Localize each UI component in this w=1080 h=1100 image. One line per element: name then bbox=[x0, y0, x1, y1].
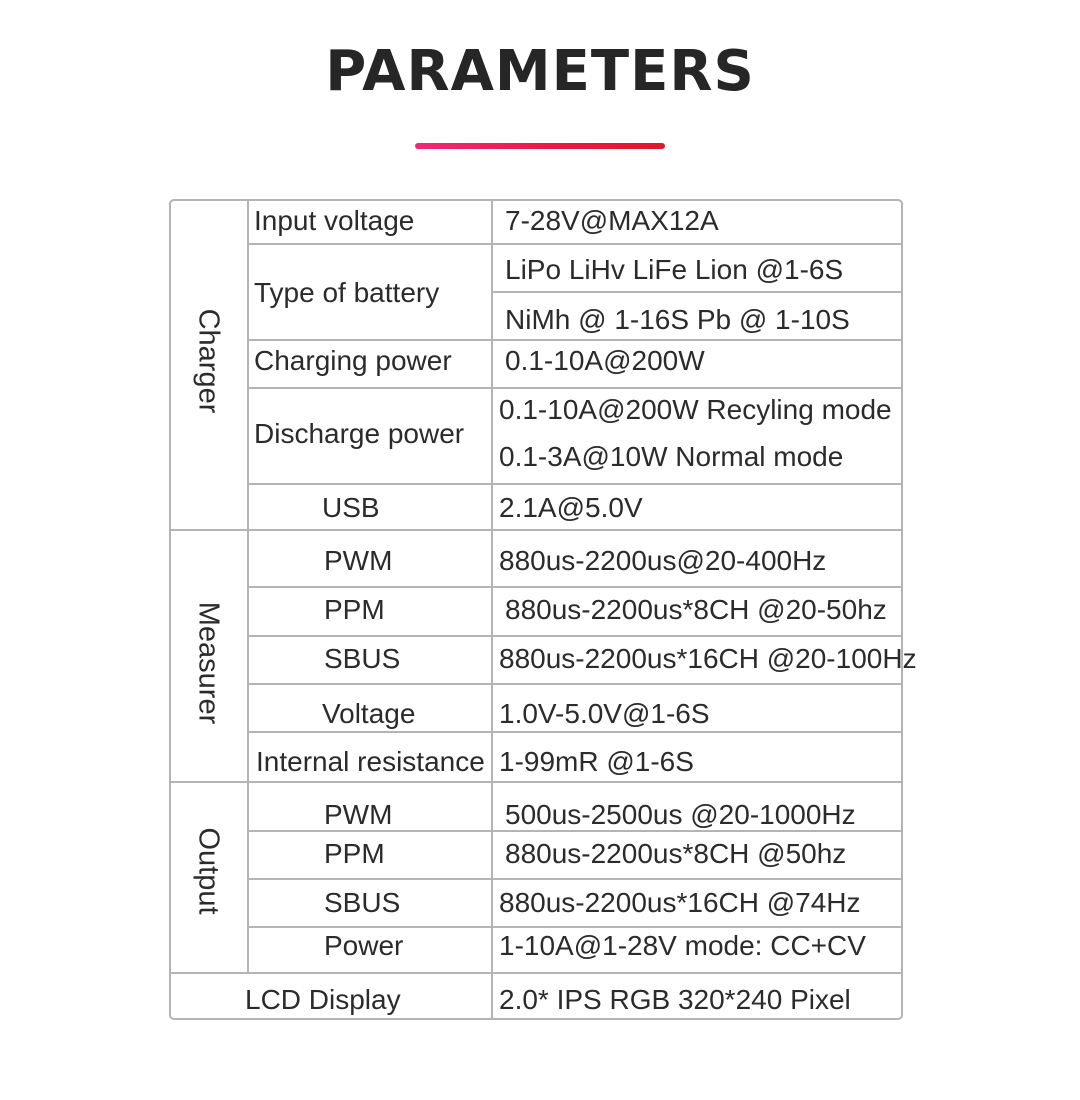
param-label: SBUS bbox=[324, 643, 401, 674]
row-divider bbox=[248, 586, 902, 588]
section-divider bbox=[170, 781, 902, 783]
param-value: 500us-2500us @20-1000Hz bbox=[505, 799, 856, 830]
param-label: LCD Display bbox=[245, 984, 401, 1015]
column-divider bbox=[491, 200, 493, 1019]
param-label: PWM bbox=[324, 799, 393, 830]
row-divider bbox=[248, 683, 902, 685]
param-label: Internal resistance bbox=[256, 746, 485, 777]
param-value: 880us-2200us@20-400Hz bbox=[499, 545, 827, 576]
param-label: PPM bbox=[324, 594, 385, 625]
param-label: SBUS bbox=[324, 887, 401, 918]
param-value: 2.0* IPS RGB 320*240 Pixel bbox=[499, 984, 851, 1015]
param-value: 880us-2200us*8CH @50hz bbox=[505, 838, 847, 869]
param-value: 0.1-3A@10W Normal mode bbox=[499, 441, 844, 472]
param-label: PPM bbox=[324, 838, 385, 869]
param-label: Type of battery bbox=[254, 277, 440, 308]
page-title: PARAMETERS bbox=[325, 39, 755, 104]
row-divider bbox=[248, 635, 902, 637]
title-accent-bar bbox=[415, 143, 665, 149]
param-label: Voltage bbox=[322, 698, 416, 729]
param-value: 0.1-10A@200W bbox=[505, 345, 705, 376]
param-label: PWM bbox=[324, 545, 393, 576]
param-value: 880us-2200us*8CH @20-50hz bbox=[505, 594, 887, 625]
group-label-charger: Charger bbox=[192, 308, 225, 414]
group-label-output: Output bbox=[192, 827, 225, 915]
param-label: Charging power bbox=[254, 345, 452, 376]
row-divider bbox=[248, 926, 902, 928]
row-divider bbox=[248, 483, 902, 485]
param-value: 880us-2200us*16CH @74Hz bbox=[499, 887, 861, 918]
param-value: 0.1-10A@200W Recyling mode bbox=[499, 394, 892, 425]
param-value: 1-10A@1-28V mode: CC+CV bbox=[499, 930, 866, 961]
row-divider bbox=[248, 339, 902, 341]
row-divider bbox=[248, 878, 902, 880]
param-label: Input voltage bbox=[254, 205, 415, 236]
row-divider bbox=[492, 291, 902, 293]
param-value: 7-28V@MAX12A bbox=[505, 205, 719, 236]
param-label: Discharge power bbox=[254, 418, 465, 449]
param-value: LiPo LiHv LiFe Lion @1-6S bbox=[505, 254, 844, 285]
param-value: 1.0V-5.0V@1-6S bbox=[499, 698, 710, 729]
param-label: USB bbox=[322, 492, 380, 523]
param-value: 880us-2200us*16CH @20-100Hz bbox=[499, 643, 917, 674]
param-label: Power bbox=[324, 930, 404, 961]
row-divider bbox=[248, 731, 902, 733]
param-value: NiMh @ 1-16S Pb @ 1-10S bbox=[505, 304, 850, 335]
param-value: 2.1A@5.0V bbox=[499, 492, 643, 523]
row-divider bbox=[248, 387, 902, 389]
param-value: 1-99mR @1-6S bbox=[499, 746, 694, 777]
row-divider bbox=[248, 243, 902, 245]
group-label-measurer: Measurer bbox=[192, 601, 225, 725]
row-divider bbox=[248, 830, 902, 832]
section-divider bbox=[170, 972, 902, 974]
section-divider bbox=[170, 529, 902, 531]
